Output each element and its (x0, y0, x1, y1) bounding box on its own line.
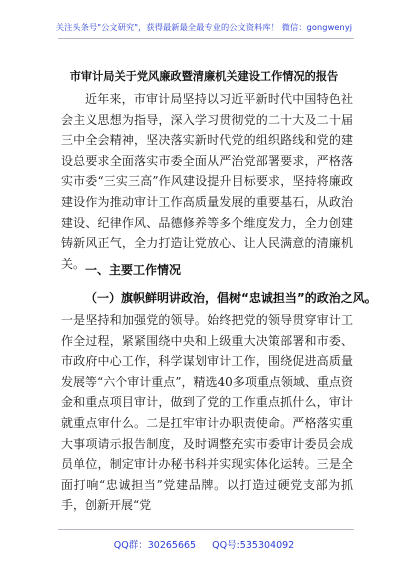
footer-divider (58, 529, 354, 530)
intro-paragraph: 近年来，市审计局坚持以习近平新时代中国特色社会主义思想为指导，深入学习贯彻党的二十大及二十届三中全会精神，坚决落实新时代党的组织路线和党的建设总要求全面落实市委全面从严治党部署要求，严格落实市委“三实三高”作风建设提升目标要求，坚持将廉政建设作为推动审计工作高质量发展的重要基石，从政治建设、纪律作风、品德修养等多个维度发力，全力创建铸新风正气，全力打造让党放心、让人民满意的清廉机关。 (61, 92, 353, 271)
section-heading: 一、主要工作情况 (85, 263, 182, 277)
subsection-heading: （一）旗帜鲜明讲政治，倡树“忠诚担当”的政治之风。 (85, 291, 377, 305)
header-promo-note: 关注头条号"公文研究"，获得最新最全最专业的公文资料库！ 微信：gongwenyj (55, 22, 353, 32)
header-divider (58, 38, 354, 39)
footer-contact (0, 537, 408, 551)
document-title: 市审计局关于党风廉政暨清廉机关建设工作情况的报告 (69, 70, 339, 83)
footer-qq-group: QQ群：30265665 (113, 540, 197, 551)
subsection-body-paragraph: 一是坚持和加强党的领导。始终把党的领导贯穿审计工作全过程，紧紧围绕中央和上级重大决策部署和市委、市政府中心工作，科学谋划审计工作，围绕促进高质量发展等“六个审计重点”，精选40多项重点领域、重点资金和重点项目审计，做到了党的工作重点抓什么，审计就重点审什么。二是扛牢审计办职责使命。严格落实重大事项请示报告制度，及时调整充实市委审计委员会成员单位，制定审计办秘书科并实现实体化运转。三是全面打响“忠诚担当”党建品牌。以打造过硬党支部为抓手，创新开展“党 (61, 313, 353, 513)
footer-qq-number: QQ号:535304092 (212, 540, 295, 551)
